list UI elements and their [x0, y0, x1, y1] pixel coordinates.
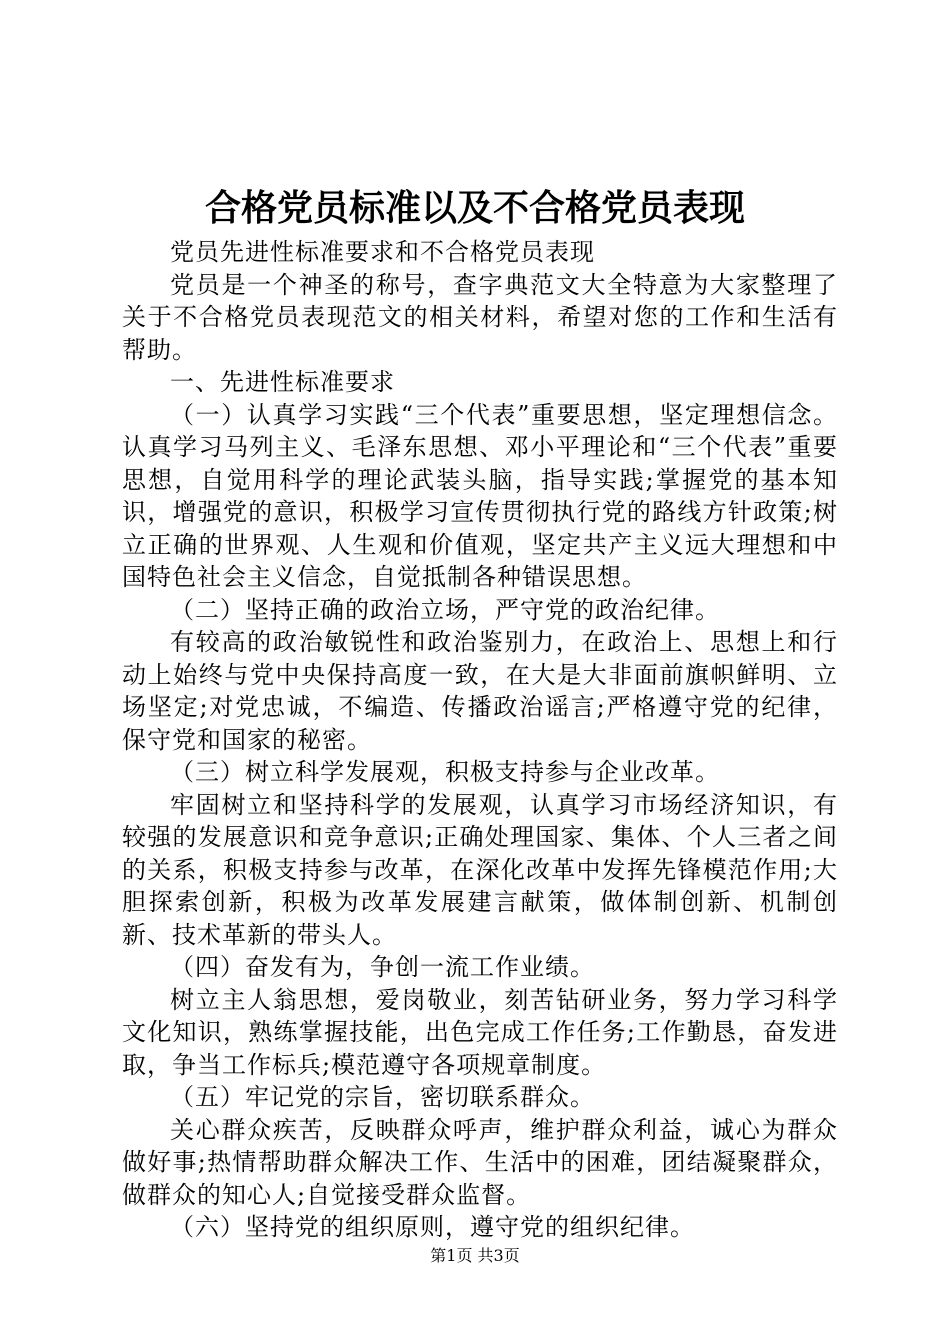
subsection-heading: （六）坚持党的组织原则，遵守党的组织纪律。	[170, 1213, 695, 1241]
subsection-heading: （二）坚持正确的政治立场，严守党的政治纪律。	[170, 595, 720, 624]
paragraph: 党员先进性标准要求和不合格党员表现	[170, 238, 595, 266]
document-title: 合格党员标准以及不合格党员表现	[204, 187, 745, 229]
subsection-heading: （四）奋发有为，争创一流工作业绩。	[170, 953, 595, 981]
paragraph: 党员是一个神圣的称号，查字典范文大全特意为大家整理了关于不合格党员表现范文的相关材料，希望对您的工作和生活有帮助。	[122, 270, 838, 364]
subsection-heading: （三）树立科学发展观，积极支持参与企业改革。	[170, 758, 720, 786]
subsection-heading: （五）牢记党的宗旨，密切联系群众。	[170, 1083, 595, 1111]
paragraph: 树立主人翁思想，爱岗敬业，刻苦钻研业务，努力学习科学文化知识，熟练掌握技能，出色完成工作任务;工作勤恳，奋发进取，争当工作标兵;模范遵守各项规章制度。	[122, 985, 838, 1079]
paragraph: （一）认真学习实践“三个代表”重要思想，坚定理想信念。认真学习马列主义、毛泽东思想、邓小平理论和“三个代表”重要思想，自觉用科学的理论武装头脑，指导实践;掌握党的基本知识，增强党的意识，积极学习宣传贯彻执行党的路线方针政策;树立正确的世界观、人生观和价值观，坚定共产主义远大理想和中国特色社会主义信念，自觉抵制各种错误思想。	[122, 400, 838, 591]
section-heading: 一、先进性标准要求	[170, 368, 395, 396]
document-body	[122, 236, 838, 1244]
page-footer: 第1页 共3页	[430, 1246, 520, 1265]
paragraph: 牢固树立和坚持科学的发展观，认真学习市场经济知识，有较强的发展意识和竞争意识;正确处理国家、集体、个人三者之间的关系，积极支持参与改革，在深化改革中发挥先锋模范作用;大胆探索创新，积极为改革发展建言献策，做体制创新、机制创新、技术革新的带头人。	[122, 790, 838, 949]
paragraph: 有较高的政治敏锐性和政治鉴别力，在政治上、思想上和行动上始终与党中央保持高度一致，在大是大非面前旗帜鲜明、立场坚定;对党忠诚，不编造、传播政治谣言;严格遵守党的纪律，保守党和国家的秘密。	[122, 628, 838, 754]
paragraph: 关心群众疾苦，反映群众呼声，维护群众利益，诚心为群众做好事;热情帮助群众解决工作、生活中的困难，团结凝聚群众，做群众的知心人;自觉接受群众监督。	[122, 1115, 838, 1209]
